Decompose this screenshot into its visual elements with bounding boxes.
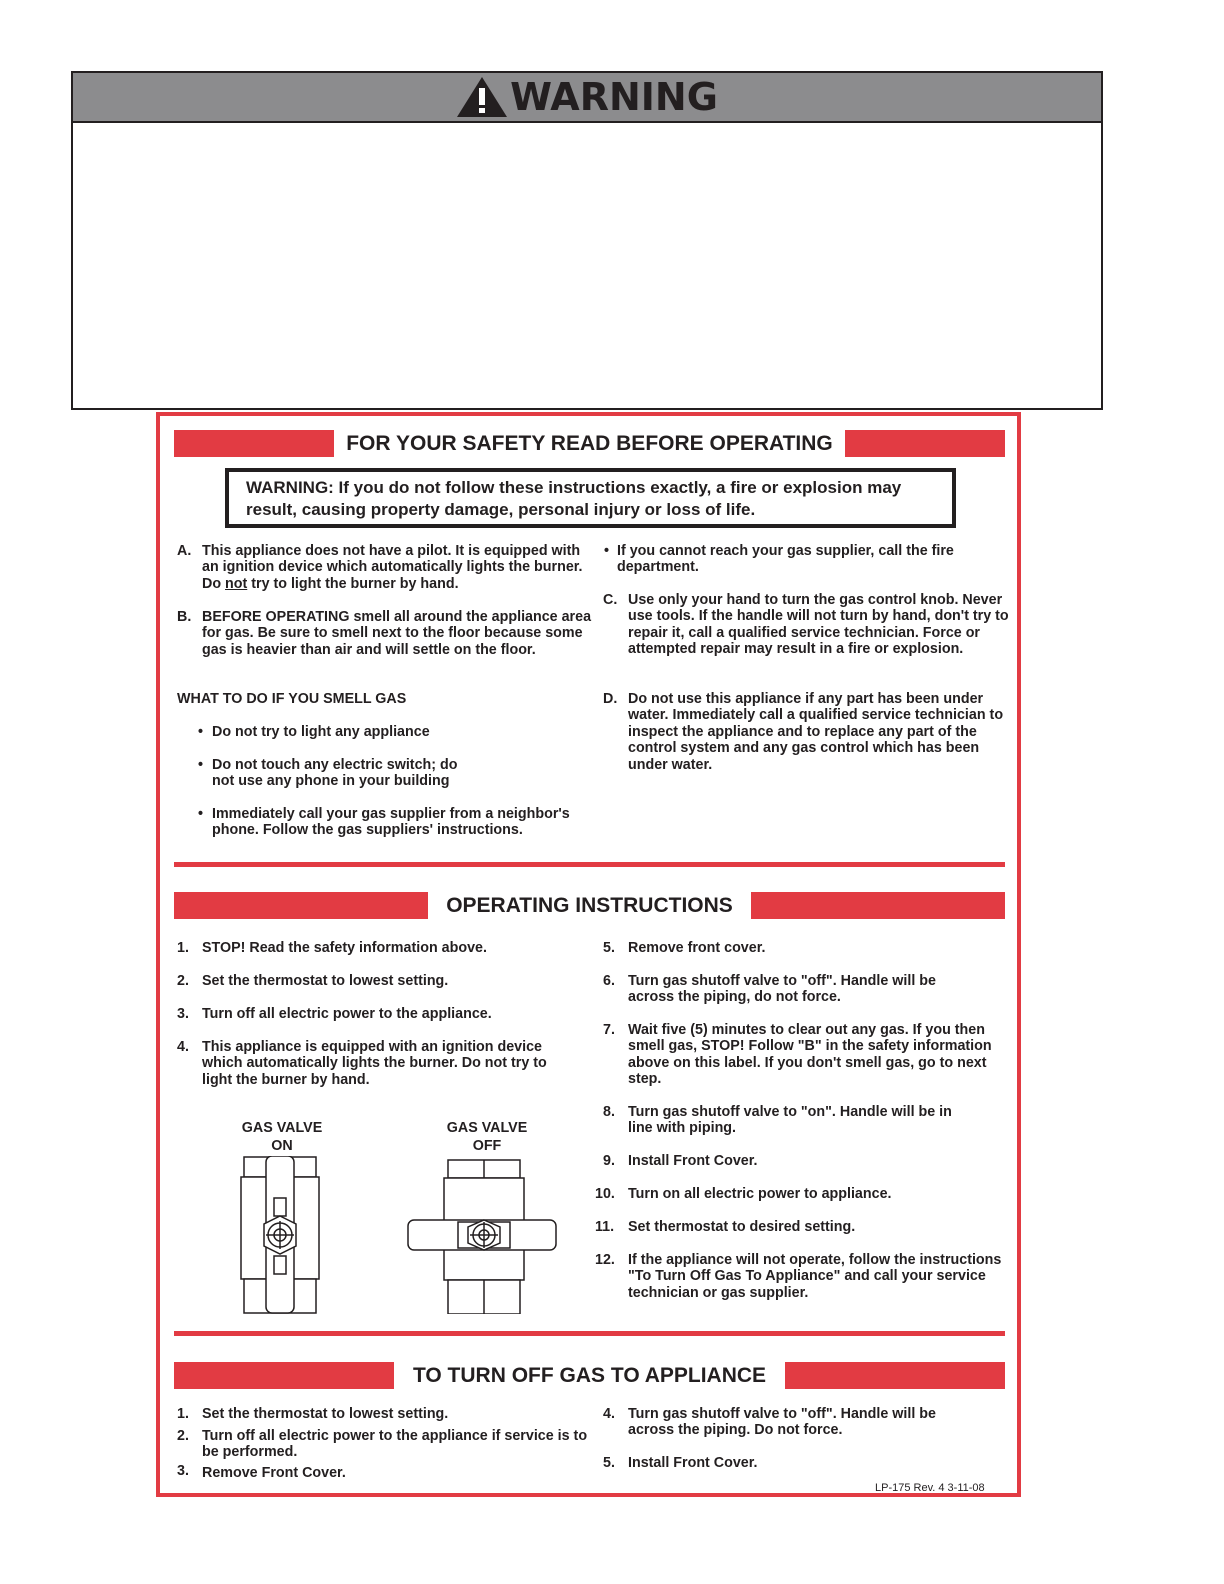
safety-section-title: FOR YOUR SAFETY READ BEFORE OPERATING [346,432,833,455]
warning-word: WARNING [510,75,718,119]
inner-warning-box [225,468,956,528]
inner-warning-text: : If you do not follow these instructions exactly, a fire or explosion may result, causing property damage, personal injury or loss of life. [246,478,902,519]
warning-header [73,73,1101,123]
warning-box [71,71,1103,410]
operating-step-9: 9. Install Front Cover. [603,1153,758,1169]
turn-off-step-2: 2. Turn off all electric power to the appliance if service is to be performed. [177,1428,588,1461]
turn-off-step-1: 1. Set the thermostat to lowest setting. [177,1406,449,1422]
operating-step-3: 3. Turn off all electric power to the appliance. [177,1006,492,1022]
operating-section-title: OPERATING INSTRUCTIONS [446,894,733,917]
divider-1 [174,862,1005,867]
warning-triangle-icon [456,76,508,118]
smell-bullet-1: • Do not try to light any appliance [198,724,430,740]
gas-valve-off-diagram [406,1156,558,1314]
operating-step-7: 7. Wait five (5) minutes to clear out any gas. If you then smell gas, STOP! Follow "B" in the safety information above on this label. If you don't smell gas, go to next step. [603,1022,992,1088]
safety-item-b: B. BEFORE OPERATING smell all around the appliance area for gas. Be sure to smell next to the floor because some gas is heavier than air and will settle on the floor. [177,609,592,658]
revision-code: LP-175 Rev. 4 3-11-08 [875,1482,985,1494]
operating-section-header [174,892,1005,919]
valve-on-caption: GAS VALVE ON [241,1120,323,1154]
safety-section-header [174,430,1005,457]
operating-step-1: 1. STOP! Read the safety information above. [177,940,487,956]
inner-warning-prefix: WARNING [246,478,329,497]
turn-off-step-3: 3. Remove Front Cover. [177,1463,346,1481]
operating-step-4: 4. This appliance is equipped with an ignition device which automatically lights the burner. Do not try to light the burner by hand. [177,1039,547,1088]
gas-valve-on-diagram [236,1156,322,1314]
turn-off-section-header [174,1362,1005,1389]
safety-item-d: D. Do not use this appliance if any part has been under water. Immediately call a qualified service technician to inspect the appliance and to replace any part of the control system and any gas control which has been under water. [603,691,1004,773]
turn-off-step-4: 4. Turn gas shutoff valve to "off". Handle will be across the piping. Do not force. [603,1406,936,1439]
smell-bullet-4: • If you cannot reach your gas supplier, call the fire department. [604,543,954,576]
turn-off-section-title: TO TURN OFF GAS TO APPLIANCE [412,1364,767,1387]
operating-step-6: 6. Turn gas shutoff valve to "off". Handle will be across the piping, do not force. [603,973,936,1006]
smell-bullet-3: • Immediately call your gas supplier from a neighbor's phone. Follow the gas suppliers' instructions. [198,806,570,839]
turn-off-step-5: 5. Install Front Cover. [603,1455,758,1471]
smell-bullet-2: • Do not touch any electric switch; do not use any phone in your building [198,757,458,790]
operating-step-2: 2. Set the thermostat to lowest setting. [177,973,449,989]
operating-step-12: 12. If the appliance will not operate, follow the instructions "To Turn Off Gas To Appliance" and call your service technician or gas supplier. [595,1252,1002,1301]
operating-step-8: 8. Turn gas shutoff valve to "on". Handle will be in line with piping. [603,1104,952,1137]
valve-off-caption: GAS VALVE OFF [446,1120,528,1154]
safety-item-c: C. Use only your hand to turn the gas control knob. Never use tools. If the handle will not turn by hand, don't try to repair it, call a qualified service technician. Force or attempted repair may result in a fire or explosion. [603,592,1009,658]
divider-2 [174,1331,1005,1336]
safety-item-a: A. This appliance does not have a pilot. It is equipped with an ignition device which automatically lights the burner. Do not try to light the burner by hand. [177,543,583,592]
operating-step-11: 11. Set thermostat to desired setting. [595,1219,856,1235]
smell-gas-heading: WHAT TO DO IF YOU SMELL GAS [177,691,407,707]
operating-step-10: 10. Turn on all electric power to appliance. [595,1186,892,1202]
safety-label [156,412,1021,1497]
operating-step-5: 5. Remove front cover. [603,940,766,956]
